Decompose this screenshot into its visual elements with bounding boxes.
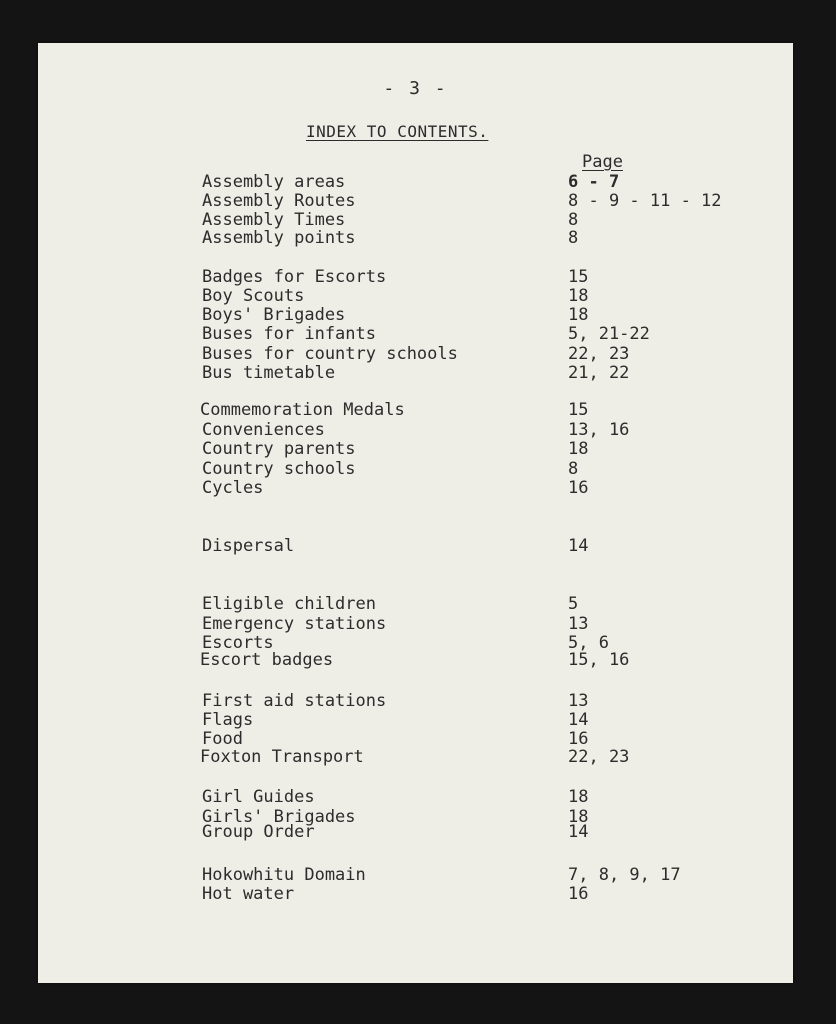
index-entry: [38, 421, 793, 440]
index-pages: 18: [568, 807, 589, 827]
index-entry: [38, 537, 793, 556]
index-pages: 7, 8, 9, 17: [568, 865, 681, 885]
index-term: Country parents: [202, 439, 356, 459]
index-pages: 8: [568, 210, 579, 230]
index-term: Hokowhitu Domain: [202, 865, 366, 885]
index-term: Cycles: [202, 478, 264, 498]
index-entry: [38, 692, 793, 711]
index-term: Escorts: [202, 633, 274, 653]
index-entry: [38, 440, 793, 459]
index-term: First aid stations: [202, 691, 387, 711]
index-entry: [38, 866, 793, 885]
index-term: Badges for Escorts: [202, 267, 387, 287]
index-entry: [38, 651, 793, 670]
index-term: Country schools: [202, 459, 356, 479]
index-term: Commemoration Medals: [200, 400, 405, 420]
index-entry: [38, 823, 793, 842]
index-entry: [38, 748, 793, 767]
index-pages: 18: [568, 286, 589, 306]
index-term: Buses for infants: [202, 324, 376, 344]
document-title: INDEX TO CONTENTS.: [306, 122, 489, 141]
index-pages: 16: [568, 729, 589, 749]
index-pages: 13: [568, 614, 589, 634]
index-term: Assembly Routes: [202, 191, 356, 211]
index-entry: [38, 479, 793, 498]
index-term: Dispersal: [202, 536, 295, 556]
index-pages: 8: [568, 459, 579, 479]
index-pages: 18: [568, 439, 589, 459]
index-term: Assembly areas: [202, 172, 346, 192]
index-entry: [38, 615, 793, 634]
index-entry: [38, 788, 793, 807]
index-pages: 6 - 7: [568, 172, 620, 192]
index-pages: 8: [568, 228, 579, 248]
index-term: Conveniences: [202, 420, 325, 440]
index-pages: 15, 16: [568, 650, 630, 670]
index-entry: [38, 211, 793, 230]
index-pages: 16: [568, 478, 589, 498]
index-entry: [38, 401, 793, 420]
index-pages: 14: [568, 822, 589, 842]
index-pages: 18: [568, 305, 589, 325]
index-pages: 8 - 9 - 11 - 12: [568, 191, 722, 211]
index-pages: 13, 16: [568, 420, 630, 440]
index-pages: 16: [568, 884, 589, 904]
index-entry: [38, 173, 793, 192]
index-entry: [38, 460, 793, 479]
index-pages: 22, 23: [568, 344, 630, 364]
index-term: Boy Scouts: [202, 286, 305, 306]
index-pages: 15: [568, 267, 589, 287]
index-term: Escort badges: [200, 650, 334, 670]
index-term: Flags: [202, 710, 254, 730]
index-term: Group Order: [202, 822, 315, 842]
index-entry: [38, 345, 793, 364]
index-entry: [38, 306, 793, 325]
index-entry: [38, 229, 793, 248]
index-term: Eligible children: [202, 594, 376, 614]
index-pages: 14: [568, 536, 589, 556]
index-term: Girl Guides: [202, 787, 315, 807]
index-pages: 21, 22: [568, 363, 630, 383]
index-pages: 18: [568, 787, 589, 807]
index-term: Girls' Brigades: [202, 807, 356, 827]
index-term: Assembly points: [202, 228, 356, 248]
index-term: Bus timetable: [202, 363, 336, 383]
index-term: Hot water: [202, 884, 295, 904]
index-term: Boys' Brigades: [202, 305, 346, 325]
index-entry: [38, 364, 793, 383]
index-list: [38, 43, 793, 983]
index-term: Buses for country schools: [202, 344, 458, 364]
index-entry: [38, 730, 793, 749]
index-term: Foxton Transport: [200, 747, 364, 767]
index-term: Emergency stations: [202, 614, 387, 634]
index-entry: [38, 325, 793, 344]
index-entry: [38, 595, 793, 614]
index-entry: [38, 287, 793, 306]
index-entry: [38, 268, 793, 287]
index-pages: 5, 21-22: [568, 324, 650, 344]
index-entry: [38, 711, 793, 730]
index-pages: 5, 6: [568, 633, 609, 653]
index-term: Assembly Times: [202, 210, 346, 230]
index-pages: 22, 23: [568, 747, 630, 767]
index-entry: [38, 192, 793, 211]
index-pages: 13: [568, 691, 589, 711]
page-number: - 3 -: [383, 78, 448, 99]
index-pages: 5: [568, 594, 579, 614]
index-pages: 14: [568, 710, 589, 730]
page-column-header: Page: [582, 152, 623, 172]
index-term: Food: [202, 729, 243, 749]
document-page: [38, 43, 793, 983]
index-pages: 15: [568, 400, 589, 420]
index-entry: [38, 885, 793, 904]
